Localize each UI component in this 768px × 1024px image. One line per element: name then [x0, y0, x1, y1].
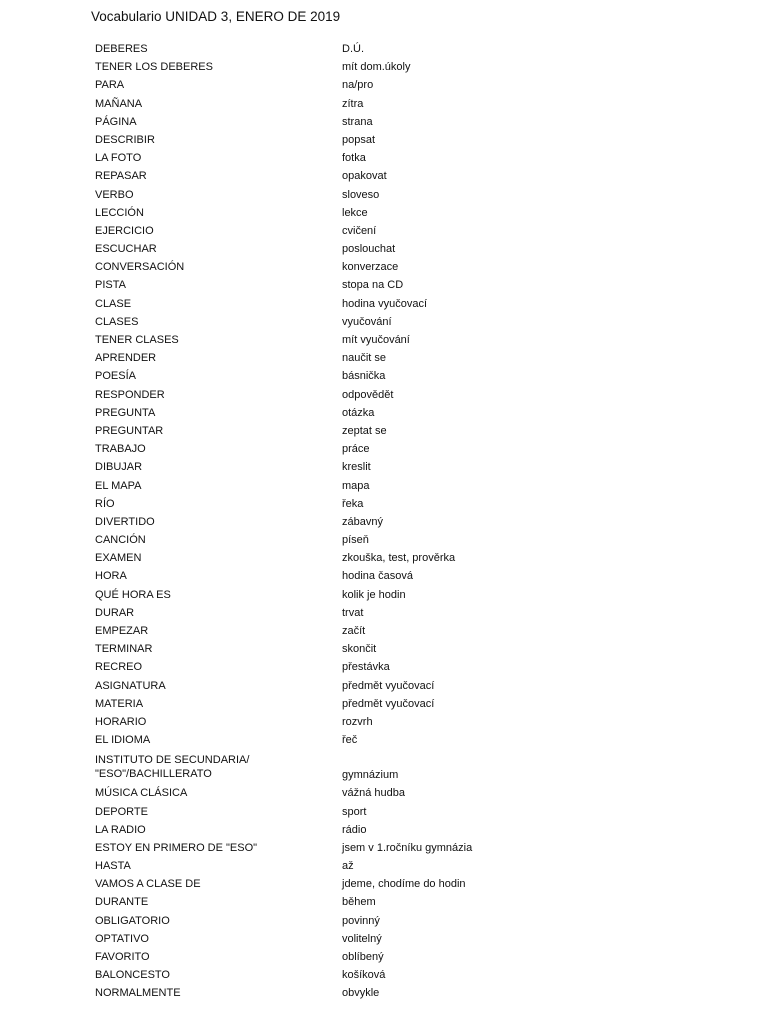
czech-translation: trvat — [342, 606, 364, 619]
spanish-term: HORARIO — [95, 715, 147, 728]
czech-translation: mít vyučování — [342, 334, 410, 346]
czech-translation: během — [342, 896, 376, 909]
czech-translation: skončit — [342, 643, 377, 656]
spanish-term: EL MAPA — [95, 479, 142, 492]
czech-translation: zkouška, test, prověrka — [342, 552, 456, 565]
vocab-row — [95, 95, 695, 113]
czech-translation: strana — [342, 115, 373, 128]
spanish-term: PREGUNTA — [95, 406, 156, 419]
spanish-term: CLASES — [95, 315, 139, 328]
spanish-term: MATERIA — [95, 697, 144, 710]
czech-translation: řeka — [342, 497, 364, 510]
vocab-row — [95, 331, 695, 349]
spanish-term: ESTOY EN PRIMERO DE "ESO" — [95, 841, 258, 854]
czech-translation: na/pro — [342, 79, 374, 92]
vocab-row — [95, 531, 695, 549]
czech-translation: práce — [342, 443, 370, 456]
vocab-row — [95, 422, 695, 440]
czech-translation: odpovědět — [342, 388, 394, 401]
spanish-term: PISTA — [95, 279, 126, 292]
spanish-term: DURAR — [95, 606, 135, 619]
czech-translation: jdeme, chodíme do hodin — [342, 878, 466, 891]
spanish-term: INSTITUTO DE SECUNDARIA/ "ESO"/BACHILLERATO — [95, 754, 250, 780]
spanish-term: TENER CLASES — [95, 334, 179, 346]
spanish-term: MAÑANA — [95, 97, 143, 110]
vocab-row — [95, 821, 695, 839]
spanish-term: LA RADIO — [95, 823, 146, 836]
vocab-row — [95, 695, 695, 713]
vocab-row — [95, 513, 695, 531]
czech-translation: mít dom.úkoly — [342, 61, 411, 74]
vocab-row — [95, 622, 695, 640]
spanish-term: HASTA — [95, 860, 131, 873]
czech-translation: povinný — [342, 914, 380, 927]
spanish-term: RÍO — [95, 497, 115, 510]
spanish-term: DESCRIBIR — [95, 133, 155, 146]
czech-translation: popsat — [342, 133, 376, 146]
spanish-term: FAVORITO — [95, 951, 150, 963]
czech-translation: sport — [342, 805, 367, 818]
spanish-term: PARA — [95, 79, 125, 92]
spanish-term: DIBUJAR — [95, 461, 143, 474]
czech-translation: naučit se — [342, 352, 387, 365]
vocab-row — [95, 458, 695, 476]
czech-translation: zábavný — [342, 515, 383, 528]
spanish-term: QUÉ HORA ES — [95, 588, 171, 601]
vocab-row — [95, 803, 695, 821]
czech-translation: začít — [342, 625, 366, 637]
spanish-term: PREGUNTAR — [95, 424, 164, 437]
vocab-row — [95, 349, 695, 367]
czech-translation: otázka — [342, 406, 375, 419]
czech-translation: hodina vyučovací — [342, 297, 427, 310]
vocab-row — [95, 240, 695, 258]
spanish-term: DEBERES — [95, 43, 148, 55]
czech-translation: oblíbený — [342, 951, 384, 963]
vocab-row — [95, 784, 695, 802]
spanish-term: ASIGNATURA — [95, 679, 166, 692]
vocab-row — [95, 948, 695, 966]
spanish-term: MÚSICA CLÁSICA — [95, 787, 188, 800]
vocab-row — [95, 549, 695, 567]
vocab-row — [95, 677, 695, 695]
spanish-term: RESPONDER — [95, 388, 165, 401]
vocab-row — [95, 857, 695, 875]
spanish-term: CONVERSACIÓN — [95, 261, 185, 274]
document-title: Vocabulario UNIDAD 3, ENERO DE 2019 — [91, 9, 341, 24]
czech-translation: D.Ú. — [342, 43, 364, 55]
spanish-term: PÁGINA — [95, 115, 137, 128]
czech-translation: vyučování — [342, 315, 392, 328]
vocab-row — [95, 113, 695, 131]
vocab-row — [95, 658, 695, 676]
czech-translation: opakovat — [342, 170, 387, 183]
vocab-row — [95, 313, 695, 331]
vocab-row — [95, 40, 695, 58]
vocab-row — [95, 276, 695, 294]
czech-translation: lekce — [342, 206, 368, 219]
spanish-term: REPASAR — [95, 170, 147, 183]
czech-translation: rozvrh — [342, 715, 373, 728]
vocab-row — [95, 477, 695, 495]
spanish-term: VERBO — [95, 188, 134, 201]
czech-translation: konverzace — [342, 261, 399, 274]
spanish-term: VAMOS A CLASE DE — [95, 878, 201, 891]
vocab-row — [95, 131, 695, 149]
vocab-row — [95, 440, 695, 458]
vocab-row — [95, 167, 695, 185]
vocab-row — [95, 839, 695, 857]
spanish-term: POESÍA — [95, 370, 136, 383]
czech-translation: píseň — [342, 534, 369, 547]
vocab-row — [95, 567, 695, 585]
czech-translation: zítra — [342, 97, 364, 110]
vocab-row — [95, 367, 695, 385]
spanish-term: TERMINAR — [95, 643, 153, 656]
spanish-term: EMPEZAR — [95, 625, 149, 637]
czech-translation: až — [342, 860, 354, 873]
czech-translation: básnička — [342, 370, 386, 383]
vocab-row — [95, 404, 695, 422]
vocab-row — [95, 204, 695, 222]
czech-translation: předmět vyučovací — [342, 679, 435, 692]
czech-translation: cvičení — [342, 224, 377, 237]
spanish-term: DEPORTE — [95, 805, 148, 818]
spanish-term: RECREO — [95, 661, 143, 674]
czech-translation: hodina časová — [342, 570, 413, 583]
vocab-row — [95, 966, 695, 984]
spanish-term: OPTATIVO — [95, 932, 149, 945]
czech-translation: kolik je hodin — [342, 588, 406, 601]
czech-translation: gymnázium — [342, 769, 399, 782]
vocab-row — [95, 586, 695, 604]
czech-translation: sloveso — [342, 188, 380, 201]
czech-translation: vážná hudba — [342, 787, 405, 800]
vocab-row — [95, 186, 695, 204]
czech-translation: fotka — [342, 152, 366, 165]
czech-translation: řeč — [342, 734, 358, 747]
vocab-row — [95, 495, 695, 513]
czech-translation: zeptat se — [342, 424, 387, 437]
vocab-row — [95, 386, 695, 404]
vocab-row — [95, 604, 695, 622]
spanish-term: EXAMEN — [95, 552, 142, 565]
czech-translation: přestávka — [342, 661, 390, 674]
spanish-term: CANCIÓN — [95, 534, 146, 547]
vocab-row — [95, 893, 695, 911]
vocab-row — [95, 731, 695, 749]
czech-translation: rádio — [342, 823, 367, 836]
czech-translation: poslouchat — [342, 243, 396, 256]
czech-translation: jsem v 1.ročníku gymnázia — [342, 841, 473, 854]
vocab-row — [95, 984, 695, 1002]
spanish-term: TENER LOS DEBERES — [95, 61, 213, 74]
vocab-row — [95, 76, 695, 94]
spanish-term: EL IDIOMA — [95, 734, 151, 747]
spanish-term: DIVERTIDO — [95, 515, 155, 528]
spanish-term: DURANTE — [95, 896, 149, 909]
spanish-term: BALONCESTO — [95, 969, 170, 982]
spanish-term: EJERCICIO — [95, 224, 154, 237]
vocab-row — [95, 149, 695, 167]
vocab-row — [95, 713, 695, 731]
spanish-term: NORMALMENTE — [95, 987, 181, 1000]
vocab-row — [95, 222, 695, 240]
spanish-term: TRABAJO — [95, 443, 146, 456]
vocab-row — [95, 295, 695, 313]
spanish-term: HORA — [95, 570, 127, 583]
czech-translation: volitelný — [342, 932, 382, 945]
spanish-term: OBLIGATORIO — [95, 914, 170, 927]
spanish-term: LECCIÓN — [95, 206, 144, 219]
vocab-row — [95, 258, 695, 276]
vocab-row — [95, 640, 695, 658]
spanish-term: ESCUCHAR — [95, 243, 157, 256]
czech-translation: košíková — [342, 969, 386, 982]
czech-translation: stopa na CD — [342, 279, 404, 292]
spanish-term: LA FOTO — [95, 152, 142, 165]
vocab-row — [95, 875, 695, 893]
vocab-row — [95, 912, 695, 930]
vocab-row — [95, 930, 695, 948]
czech-translation: obvykle — [342, 987, 380, 1000]
vocabulary-table — [95, 40, 695, 1003]
vocab-row — [95, 58, 695, 76]
czech-translation: mapa — [342, 479, 370, 492]
vocab-row — [95, 753, 695, 784]
spanish-term: CLASE — [95, 297, 132, 310]
spanish-term: APRENDER — [95, 352, 157, 365]
czech-translation: předmět vyučovací — [342, 697, 435, 710]
czech-translation: kreslit — [342, 461, 371, 474]
